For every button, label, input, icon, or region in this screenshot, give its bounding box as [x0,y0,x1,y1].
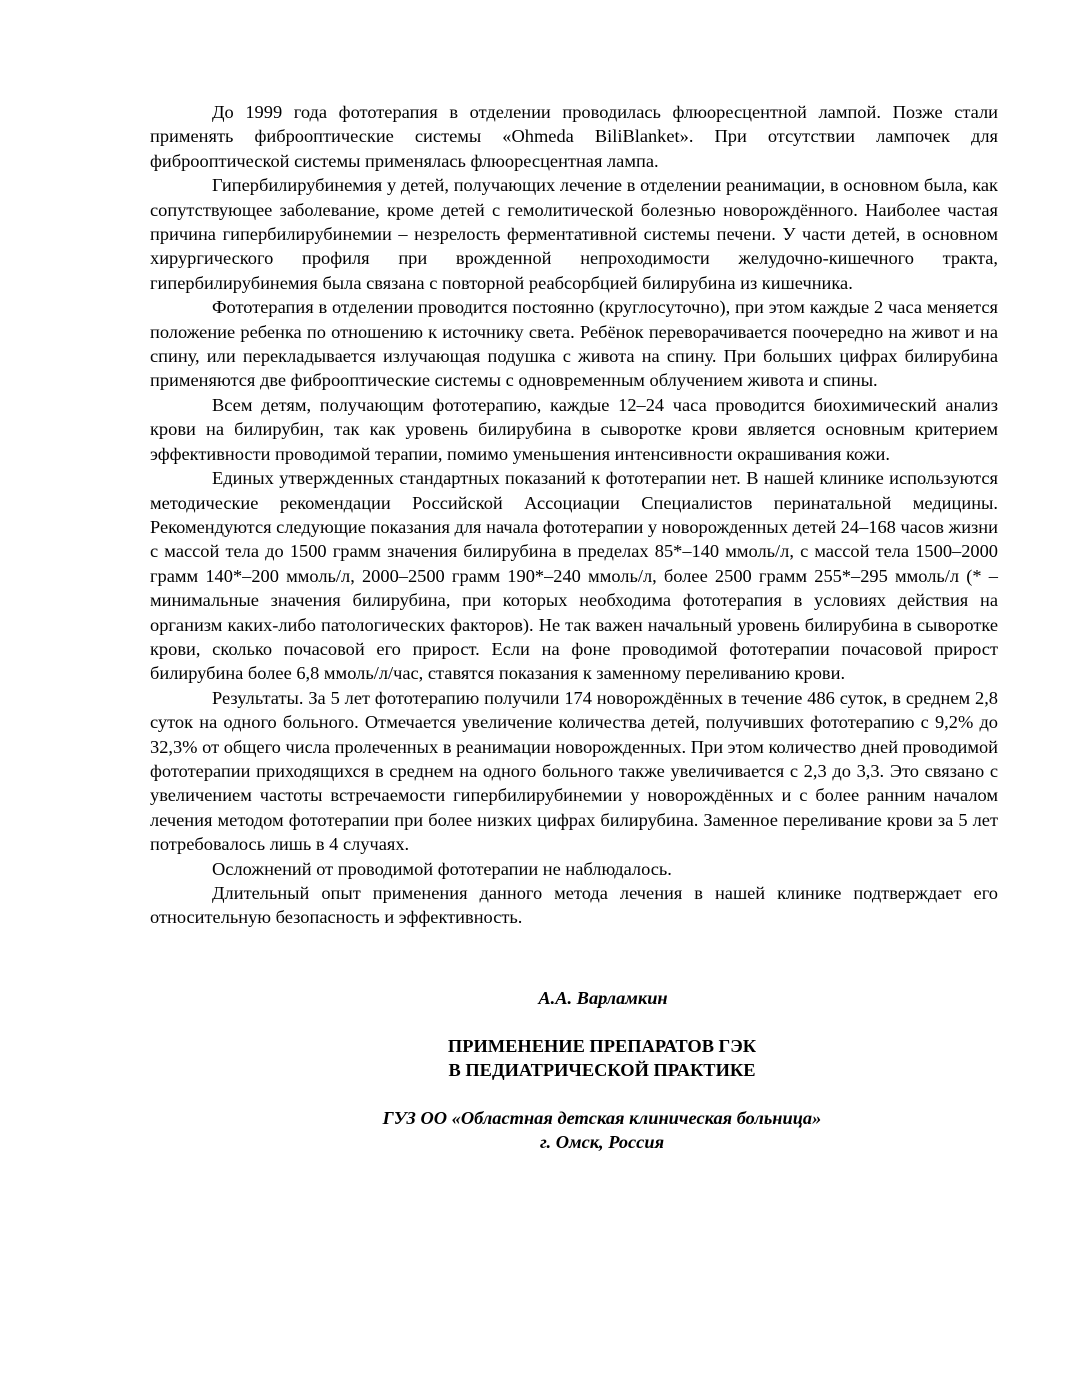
affiliation-institution: ГУЗ ОО «Областная детская клиническая больница» [382,1107,822,1128]
section-spacer [150,930,998,986]
article-author: А.А. Варламкин [538,987,668,1008]
document-page [150,100,998,1154]
paragraph-conclusion: Длительный опыт применения данного метода лечения в нашей клинике подтверждает его относительную безопасность и эффективность. [150,883,998,928]
article-title-line-2: В ПЕДИАТРИЧЕСКОЙ ПРАКТИКЕ [448,1059,756,1080]
paragraph-bilirubin-monitoring: Всем детям, получающим фототерапию, каждые 12–24 часа проводится биохимический анализ крови на билирубин, так как уровень билирубина в сыворотке крови является основным критерием эффективности проводимой терапии, помимо уменьшения интенсивности окрашивания кожи. [150,394,998,464]
article-title [150,1034,998,1082]
paragraph-hyperbilirubinemia-causes: Гипербилирубинемия у детей, получающих лечение в отделении реанимации, в основном была, как сопутствующее заболевание, кроме детей с гемолитической болезнью новорождённого. Наиболее частая причина гипербилирубинемии – незрелость ферментативной системы печени. У части детей, в основном хирургического профиля при врожденной непроходимости желудочно-кишечного тракта, гипербилирубинемия была связана с повторной реабсорбцией билирубина из кишечника. [150,175,998,293]
article-affiliation [150,1106,998,1154]
paragraph-phototherapy-procedure: Фототерапия в отделении проводится постоянно (круглосуточно), при этом каждые 2 часа меняется положение ребенка по отношению к источнику света. Ребёнок переворачивается поочередно на живот и на спину, или перекладывается излучающая подушка с живота на спину. При больших цифрах билирубина применяются две фиброоптические системы с одновременным облучением живота и спины. [150,297,998,391]
paragraph-phototherapy-history: До 1999 года фототерапия в отделении проводилась флюоресцентной лампой. Позже стали применять фиброоптические системы «Ohmeda BiliBlanket». При отсутствии лампочек для фиброоптической системы применялась флюоресцентная лампа. [150,102,998,171]
paragraph-indications: Единых утвержденных стандартных показаний к фототерапии нет. В нашей клинике используются методические рекомендации Российской Ассоциации Специалистов перинатальной медицины. Рекомендуются следующие показания для начала фототерапии у новорожденных детей 24–168 часов жизни с массой тела до 1500 грамм значения билирубина в пределах 85*–140 ммоль/л, с массой тела 1500–2000 грамм 140*–200 ммоль/л, 2000–2500 грамм 190*–240 ммоль/л, более 2500 грамм 255*–295 ммоль/л (* – минимальные значения билирубина, при которых необходима фототерапия в условиях действия на организм каких-либо патологических факторов). Не так важен начальный уровень билирубина в сыворотке крови, сколько почасовой его прирост. Если на фоне проводимой фототерапии почасовой прирост билирубина более 6,8 ммоль/л/час, ставятся показания к заменному переливанию крови. [150,468,998,684]
affiliation-city: г. Омск, Россия [539,1131,665,1152]
paragraph-complications: Осложнений от проводимой фототерапии не наблюдалось. [212,858,672,879]
paragraph-results: Результаты. За 5 лет фототерапию получили 174 новорождённых в течение 486 суток, в среднем 2,8 суток на одного больного. Отмечается увеличение количества детей, получивших фототерапию с 9,2% до 32,3% от общего числа пролеченных в реанимации новорожденных. При этом количество дней проводимой фототерапии приходящихся в среднем на одного больного также увеличивается с 2,3 до 3,3. Это связано с увеличением частоты встречаемости гипербилирубинемии у новорождённых и с более ранним началом лечения методом фототерапии при более низких цифрах билирубина. Заменное переливание крови за 5 лет потребовалось лишь в 4 случаях. [150,687,998,855]
article-title-line-1: ПРИМЕНЕНИЕ ПРЕПАРАТОВ ГЭК [447,1035,757,1056]
